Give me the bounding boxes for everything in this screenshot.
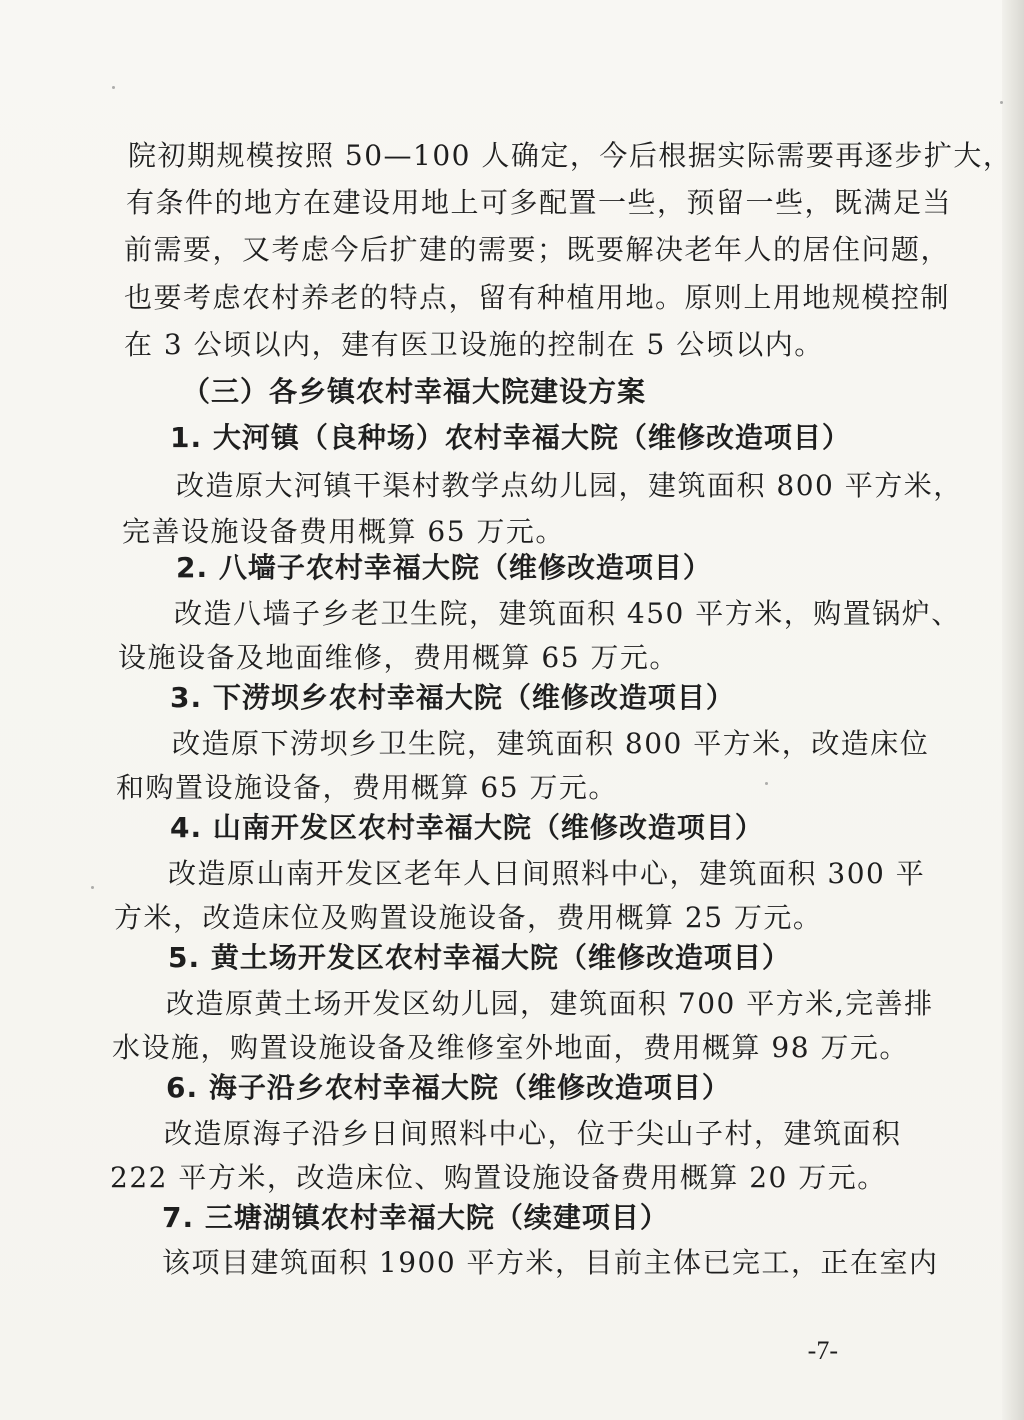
paragraph-line: 院初期规模按照 50—100 人确定，今后根据实际需要再逐步扩大，: [128, 139, 1013, 172]
paragraph-line: 改造原海子沿乡日间照料中心，位于尖山子村，建筑面积: [164, 1117, 902, 1150]
subsection-heading: 4. 山南开发区农村幸福大院（维修改造项目）: [170, 811, 764, 844]
subsection-heading: 7. 三塘湖镇农村幸福大院（续建项目）: [162, 1201, 669, 1234]
paragraph-line: 方米，改造床位及购置设施设备，费用概算 25 万元。: [114, 901, 823, 934]
paragraph-line: 该项目建筑面积 1900 平方米，目前主体已完工，正在室内: [162, 1246, 939, 1279]
paragraph-line: 改造原山南开发区老年人日间照料中心，建筑面积 300 平: [168, 857, 926, 890]
scan-speck: [91, 886, 94, 889]
paragraph-line: 前需要，又考虑今后扩建的需要；既要解决老年人的居住问题，: [124, 233, 951, 266]
subsection-heading: 2. 八墙子农村幸福大院（维修改造项目）: [176, 551, 712, 584]
paragraph-line: 和购置设施设备，费用概算 65 万元。: [116, 771, 618, 804]
subsection-heading: 1. 大河镇（良种场）农村幸福大院（维修改造项目）: [170, 421, 851, 454]
paragraph-line: 有条件的地方在建设用地上可多配置一些，预留一些，既满足当: [126, 186, 953, 219]
paragraph-line: 改造原黄土场开发区幼儿园，建筑面积 700 平方米,完善排: [166, 987, 934, 1020]
page-edge-shadow: [1002, 0, 1024, 1420]
paragraph-line: 设施设备及地面维修，费用概算 65 万元。: [118, 641, 679, 674]
paragraph-line: 在 3 公顷以内，建有医卫设施的控制在 5 公顷以内。: [124, 328, 824, 361]
page-number: -7-: [807, 1336, 838, 1365]
scan-speck: [765, 782, 768, 785]
paragraph-line: 改造原下涝坝乡卫生院，建筑面积 800 平方米，改造床位: [172, 727, 930, 760]
section-heading: （三）各乡镇农村幸福大院建设方案: [182, 375, 647, 408]
paragraph-line: 改造八墙子乡老卫生院，建筑面积 450 平方米，购置锅炉、: [174, 597, 961, 630]
paragraph-line: 222 平方米，改造床位、购置设施设备费用概算 20 万元。: [110, 1161, 887, 1194]
subsection-heading: 3. 下涝坝乡农村幸福大院（维修改造项目）: [170, 681, 735, 714]
scan-speck: [112, 86, 115, 89]
subsection-heading: 6. 海子沿乡农村幸福大院（维修改造项目）: [166, 1071, 731, 1104]
paragraph-line: 改造原大河镇干渠村教学点幼儿园，建筑面积 800 平方米，: [176, 469, 963, 502]
scan-speck: [1000, 101, 1003, 104]
paragraph-line: 也要考虑农村养老的特点，留有种植用地。原则上用地规模控制: [124, 281, 951, 314]
paragraph-line: 水设施，购置设施设备及维修室外地面，费用概算 98 万元。: [112, 1031, 909, 1064]
paragraph-line: 完善设施设备费用概算 65 万元。: [122, 515, 565, 548]
subsection-heading: 5. 黄土场开发区农村幸福大院（维修改造项目）: [168, 941, 791, 974]
